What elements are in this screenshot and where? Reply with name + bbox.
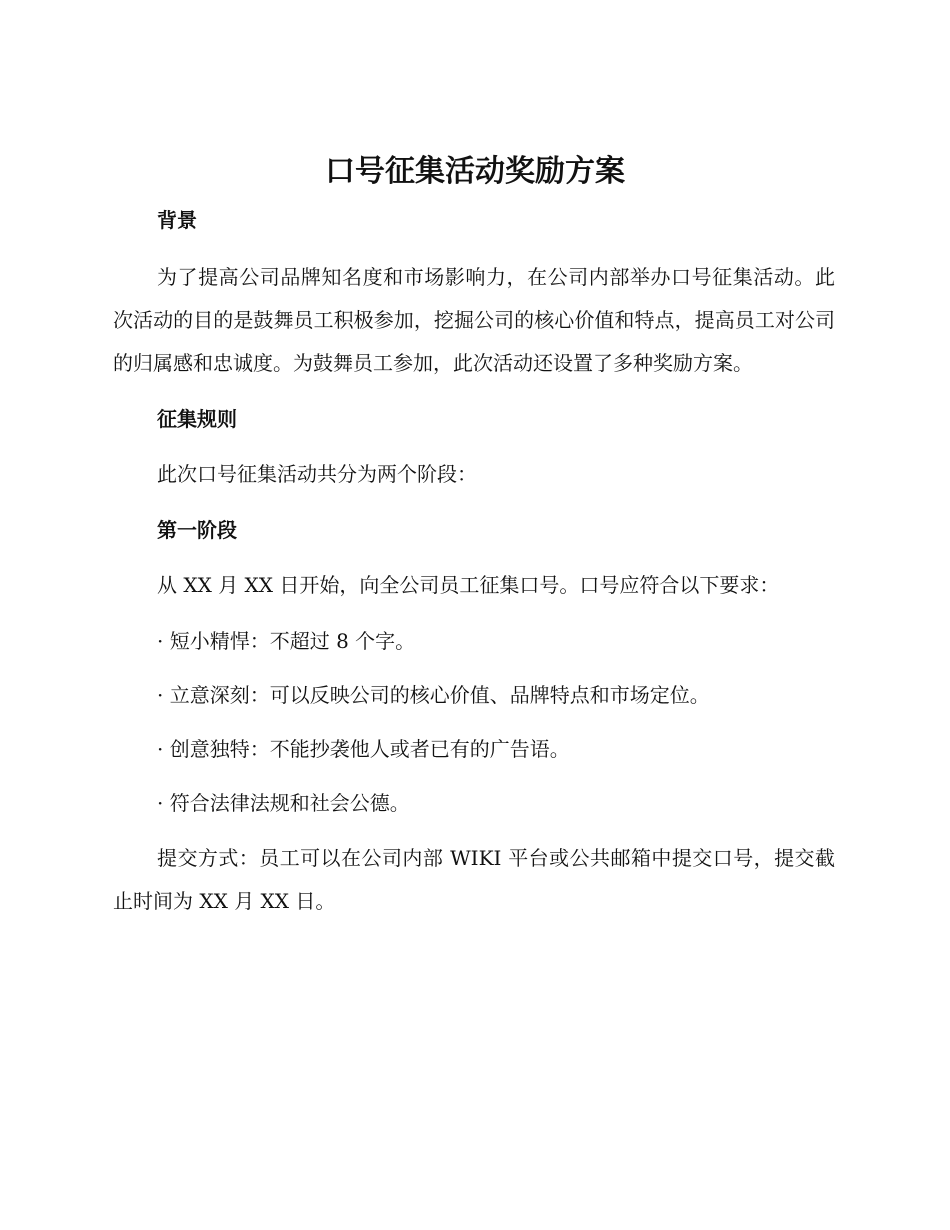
section-heading-rules: 征集规则 bbox=[157, 407, 237, 431]
background-paragraph: 为了提高公司品牌知名度和市场影响力，在公司内部举办口号征集活动。此次活动的目的是鼓舞员工积极参加，挖掘公司的核心价值和特点，提高员工对公司的归属感和忠诚度。为鼓舞员工参加，此次活动还设置了多种奖励方案。 bbox=[113, 265, 835, 375]
document-body bbox=[113, 200, 835, 923]
document-title: 口号征集活动奖励方案 bbox=[325, 154, 625, 189]
section-heading-phase1: 第一阶段 bbox=[157, 518, 237, 542]
section-heading-background: 背景 bbox=[157, 208, 197, 232]
phase1-intro-paragraph: 从 XX 月 XX 日开始，向全公司员工征集口号。口号应符合以下要求： bbox=[157, 573, 780, 597]
requirement-item: · 符合法律法规和社会公德。 bbox=[157, 791, 410, 815]
requirement-item: · 短小精悍：不超过 8 个字。 bbox=[157, 629, 416, 653]
requirement-item: · 立意深刻：可以反映公司的核心价值、品牌特点和市场定位。 bbox=[157, 683, 710, 707]
rules-intro-paragraph: 此次口号征集活动共分为两个阶段： bbox=[157, 462, 477, 486]
requirement-item: · 创意独特：不能抄袭他人或者已有的广告语。 bbox=[157, 737, 570, 761]
submission-paragraph: 提交方式：员工可以在公司内部 WIKI 平台或公共邮箱中提交口号，提交截止时间为 XX 月 XX 日。 bbox=[113, 846, 835, 913]
